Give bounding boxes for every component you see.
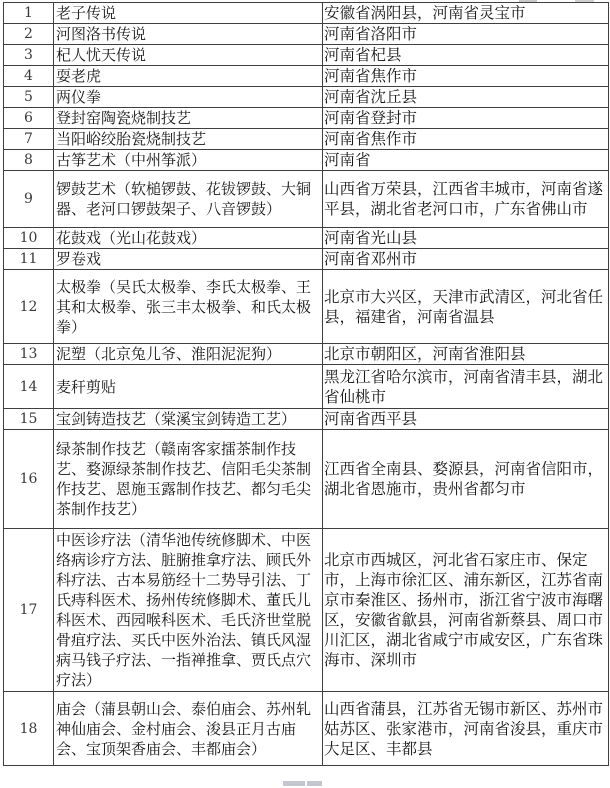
row-number: 8 — [4, 150, 54, 171]
item-name: 宝剑铸造技艺（棠溪宝剑铸造工艺） — [54, 409, 323, 430]
table-row — [4, 529, 609, 692]
table-row — [4, 228, 609, 249]
item-locations: 河南省沈丘县 — [323, 87, 609, 108]
row-number: 1 — [4, 3, 54, 24]
item-name: 罗卷戏 — [54, 249, 323, 270]
row-number: 3 — [4, 45, 54, 66]
row-number: 13 — [4, 344, 54, 365]
table-row — [4, 270, 609, 344]
item-name: 杞人忧天传说 — [54, 45, 323, 66]
item-name: 庙会（蒲县朝山会、泰伯庙会、苏州轧神仙庙会、金村庙会、浚县正月古庙会、宝顶架香庙会、丰都庙会） — [54, 692, 323, 766]
item-name: 古筝艺术（中州筝派） — [54, 150, 323, 171]
table-row — [4, 3, 609, 24]
table-row — [4, 365, 609, 409]
item-name: 耍老虎 — [54, 66, 323, 87]
row-number: 17 — [4, 529, 54, 692]
table-row — [4, 108, 609, 129]
item-locations: 江西省全南县、婺源县，河南省信阳市，湖北省恩施市，贵州省都匀市 — [323, 430, 609, 529]
item-locations: 山西省蒲县，江苏省无锡市新区、苏州市姑苏区、张家港市，河南省浚县，重庆市大足区、丰都县 — [323, 692, 609, 766]
item-locations: 山西省万荣县，江西省丰城市，河南省遂平县，湖北省老河口市，广东省佛山市 — [323, 171, 609, 228]
item-locations: 河南省杞县 — [323, 45, 609, 66]
heritage-list-table — [3, 2, 609, 766]
table-row — [4, 87, 609, 108]
row-number: 2 — [4, 24, 54, 45]
table-row — [4, 45, 609, 66]
table-row — [4, 150, 609, 171]
row-number: 5 — [4, 87, 54, 108]
item-name: 当阳峪绞胎瓷烧制技艺 — [54, 129, 323, 150]
item-locations: 河南省焦作市 — [323, 129, 609, 150]
table-row — [4, 692, 609, 766]
table-row — [4, 409, 609, 430]
table-row — [4, 430, 609, 529]
item-locations: 河南省焦作市 — [323, 66, 609, 87]
table-row — [4, 24, 609, 45]
row-number: 6 — [4, 108, 54, 129]
table-row — [4, 344, 609, 365]
table-row — [4, 129, 609, 150]
table-row — [4, 66, 609, 87]
row-number: 10 — [4, 228, 54, 249]
item-name: 两仪拳 — [54, 87, 323, 108]
table-body — [4, 3, 609, 766]
row-number: 7 — [4, 129, 54, 150]
item-locations: 北京市朝阳区，河南省淮阳县 — [323, 344, 609, 365]
item-locations: 黑龙江省哈尔滨市，河南省清丰县，湖北省仙桃市 — [323, 365, 609, 409]
item-name: 锣鼓艺术（软槌锣鼓、花钹锣鼓、大铜器、老河口锣鼓架子、八音锣鼓） — [54, 171, 323, 228]
item-name: 泥塑（北京兔儿爷、淮阳泥泥狗） — [54, 344, 323, 365]
row-number: 12 — [4, 270, 54, 344]
item-locations: 河南省登封市 — [323, 108, 609, 129]
item-name: 河图洛书传说 — [54, 24, 323, 45]
horizontal-scrollbar-thumb-fragment[interactable] — [307, 781, 322, 786]
item-name: 登封窑陶瓷烧制技艺 — [54, 108, 323, 129]
row-number: 18 — [4, 692, 54, 766]
row-number: 14 — [4, 365, 54, 409]
table-row — [4, 171, 609, 228]
item-name: 麦秆剪贴 — [54, 365, 323, 409]
item-name: 中医诊疗法（清华池传统修脚术、中医络病诊疗方法、脏腑推拿疗法、顾氏外科疗法、古本易筋经十二势导引法、丁氏痔科医术、扬州传统修脚术、董氏儿科医术、西园喉科医术、毛氏济世堂脱骨疽疗法、买氏中医外治法、镇氏风湿病马钱子疗法、一指禅推拿、贾氏点穴疗法） — [54, 529, 323, 692]
item-name: 花鼓戏（光山花鼓戏） — [54, 228, 323, 249]
item-locations: 北京市大兴区，天津市武清区，河北省任县，福建省，河南省温县 — [323, 270, 609, 344]
item-locations: 河南省 — [323, 150, 609, 171]
row-number: 15 — [4, 409, 54, 430]
row-number: 4 — [4, 66, 54, 87]
item-name: 绿茶制作技艺（赣南客家擂茶制作技艺、婺源绿茶制作技艺、信阳毛尖茶制作技艺、恩施玉露制作技艺、都匀毛尖茶制作技艺） — [54, 430, 323, 529]
table-row — [4, 249, 609, 270]
row-number: 16 — [4, 430, 54, 529]
item-locations: 河南省光山县 — [323, 228, 609, 249]
item-name: 太极拳（吴氏太极拳、李氏太极拳、王其和太极拳、张三丰太极拳、和氏太极拳） — [54, 270, 323, 344]
item-locations: 安徽省涡阳县，河南省灵宝市 — [323, 3, 609, 24]
item-locations: 北京市西城区，河北省石家庄市、保定市，上海市徐汇区、浦东新区，江苏省南京市秦淮区、扬州市，浙江省宁波市海曙区，安徽省歙县，河南省新蔡县、周口市川汇区，湖北省咸宁市咸安区，广东省珠海市、深圳市 — [323, 529, 609, 692]
item-name: 老子传说 — [54, 3, 323, 24]
row-number: 11 — [4, 249, 54, 270]
item-locations: 河南省邓州市 — [323, 249, 609, 270]
row-number: 9 — [4, 171, 54, 228]
item-locations: 河南省西平县 — [323, 409, 609, 430]
item-locations: 河南省洛阳市 — [323, 24, 609, 45]
horizontal-scrollbar-thumb-fragment[interactable] — [283, 781, 305, 786]
